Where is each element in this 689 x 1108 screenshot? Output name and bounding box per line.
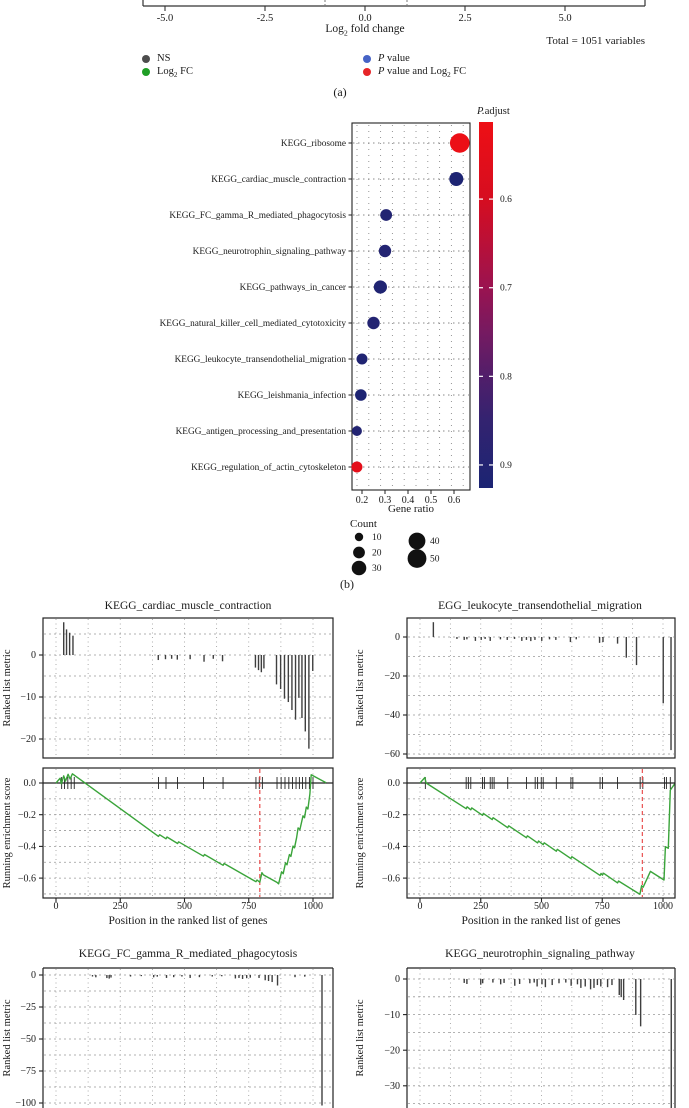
svg-text:Ranked list metric: Ranked list metric [355, 649, 366, 727]
svg-text:KEGG_leishmania_infection: KEGG_leishmania_infection [237, 391, 346, 401]
svg-text:−25: −25 [20, 1002, 36, 1014]
legend-item-ns [142, 53, 170, 64]
count-size-legend [352, 533, 440, 576]
svg-text:−50: −50 [20, 1034, 36, 1046]
svg-text:0: 0 [31, 650, 36, 662]
svg-text:-5.0: -5.0 [156, 13, 174, 24]
svg-text:-2.5: -2.5 [256, 13, 274, 24]
enrichment-score-line [420, 778, 675, 895]
svg-text:−20: −20 [384, 1045, 400, 1057]
svg-text:KEGG_leukocyte_transendothelia: KEGG_leukocyte_transendothelial_migration [174, 355, 346, 365]
ranked-metric-subplot [355, 968, 675, 1108]
svg-text:0.6: 0.6 [500, 195, 512, 206]
legend-swatch-pvalue-log2fc [363, 68, 371, 76]
ranked-metric-subplot [2, 618, 333, 758]
svg-text:0: 0 [395, 974, 400, 986]
svg-text:−0.4: −0.4 [381, 841, 400, 853]
x-label-text-2: fold change [347, 23, 405, 35]
svg-text:1000: 1000 [303, 901, 323, 912]
svg-text:−0.4: −0.4 [17, 841, 36, 853]
svg-text:0.4: 0.4 [401, 495, 415, 506]
svg-text:0: 0 [395, 632, 400, 644]
svg-text:750: 750 [594, 901, 610, 912]
svg-text:0: 0 [53, 901, 59, 912]
padjust-colorbar [479, 122, 512, 488]
svg-text:10: 10 [372, 533, 382, 543]
svg-text:0.0: 0.0 [387, 778, 400, 790]
legend-label-pvalue-log2fc: P value and Log$_2$ FC [378, 65, 467, 79]
panel-a-label: (a) [333, 85, 347, 99]
svg-text:40: 40 [430, 537, 440, 547]
legend-item-log2fc [142, 66, 193, 79]
svg-text:1000: 1000 [653, 901, 673, 912]
gsea-leukocyte-x-label: Position in the ranked list of genes [461, 915, 621, 927]
pathway-dot [357, 354, 368, 365]
svg-text:−0.2: −0.2 [381, 809, 400, 821]
svg-text:0.5: 0.5 [424, 495, 438, 506]
legend-swatch-log2fc [142, 68, 150, 76]
svg-text:0.0: 0.0 [358, 13, 372, 24]
svg-text:−20: −20 [384, 671, 400, 683]
svg-text:−75: −75 [20, 1066, 36, 1078]
gsea-cardiac-chart [0, 600, 345, 940]
legend-item-pvalue-log2fc [363, 66, 466, 79]
svg-text:250: 250 [112, 901, 128, 912]
svg-text:20: 20 [372, 548, 382, 559]
running-score-subplot [355, 768, 675, 912]
legend-label-log2fc: Log$_2$ FC [157, 65, 193, 79]
gsea-cardiac-title: KEGG_cardiac_muscle_contraction [104, 600, 272, 612]
svg-text:KEGG_cardiac_muscle_contractio: KEGG_cardiac_muscle_contraction [211, 175, 346, 185]
svg-text:0.9: 0.9 [500, 460, 512, 471]
svg-text:30: 30 [372, 564, 382, 574]
pathway-dot [367, 317, 379, 329]
pathway-dot [380, 209, 392, 221]
svg-text:0.6: 0.6 [447, 495, 461, 506]
svg-text:0.0: 0.0 [23, 778, 36, 790]
kegg-dotplot-chart [0, 100, 689, 600]
running-score-subplot [2, 768, 333, 912]
pathway-dot [450, 133, 470, 153]
svg-text:500: 500 [177, 901, 192, 912]
ranked-metric-subplot [355, 618, 675, 760]
svg-text:0.7: 0.7 [500, 283, 512, 294]
count-legend-dot [353, 547, 365, 559]
svg-text:Ranked list metric: Ranked list metric [2, 649, 13, 727]
pathway-dot [449, 172, 463, 186]
legend-label-ns: NS [157, 53, 171, 64]
gsea-phagocytosis-chart [0, 940, 345, 1108]
svg-text:KEGG_ribosome: KEGG_ribosome [280, 139, 346, 149]
legend-label-pvalue: P value [378, 53, 410, 64]
svg-text:KEGG_neurotrophin_signaling_pa: KEGG_neurotrophin_signaling_pathway [192, 247, 346, 257]
svg-text:−0.6: −0.6 [17, 873, 36, 885]
svg-text:500: 500 [534, 901, 549, 912]
svg-text:KEGG_regulation_of_actin_cytos: KEGG_regulation_of_actin_cytoskeleton [191, 463, 346, 473]
svg-text:−0.6: −0.6 [381, 873, 400, 885]
svg-text:5.0: 5.0 [558, 13, 572, 24]
gsea-leukocyte-chart [345, 600, 689, 940]
gsea-leukocyte-title: EGG_leukocyte_transendothelial_migration [438, 600, 642, 612]
x-label-text: Log [325, 23, 344, 35]
gsea-cardiac-x-label: Position in the ranked list of genes [108, 915, 268, 927]
gsea-neurotrophin-chart [345, 940, 689, 1108]
pathway-dot [352, 426, 362, 436]
panel-b-label: (b) [340, 577, 354, 591]
svg-text:0: 0 [417, 901, 423, 912]
svg-text:Ranked list metric: Ranked list metric [2, 999, 13, 1077]
dotplot-axes [160, 139, 461, 506]
svg-text:250: 250 [473, 901, 489, 912]
svg-text:0.3: 0.3 [378, 495, 392, 506]
svg-text:0.8: 0.8 [500, 372, 512, 383]
enrichment-score-line [56, 774, 326, 884]
dotplot-points [351, 133, 469, 472]
svg-text:−40: −40 [384, 710, 400, 722]
count-legend-dot [352, 561, 367, 576]
svg-text:50: 50 [430, 554, 440, 565]
count-legend-title: Count [350, 518, 377, 530]
svg-text:KEGG_pathways_in_cancer: KEGG_pathways_in_cancer [239, 283, 346, 293]
svg-text:−0.2: −0.2 [17, 809, 36, 821]
count-legend-dot [408, 549, 427, 568]
svg-text:750: 750 [241, 901, 257, 912]
svg-text:−10: −10 [20, 692, 36, 704]
svg-text:Running enrichment score: Running enrichment score [2, 777, 13, 889]
gene-ratio-axis-label: Gene ratio [387, 503, 435, 515]
svg-text:−20: −20 [20, 734, 36, 746]
legend-item-pvalue [363, 53, 410, 64]
svg-text:KEGG_FC_gamma_R_mediated_phago: KEGG_FC_gamma_R_mediated_phagocytosis [169, 211, 346, 221]
pathway-dot [355, 389, 367, 401]
count-legend-dot [409, 533, 426, 550]
legend-swatch-ns [142, 55, 150, 63]
pathway-dot [351, 462, 362, 473]
gsea-neurotrophin-title: KEGG_neurotrophin_signaling_pathway [445, 948, 635, 960]
svg-text:KEGG_natural_killer_cell_media: KEGG_natural_killer_cell_mediated_cytotoxicity [159, 319, 346, 329]
svg-text:−100: −100 [15, 1098, 36, 1108]
legend-swatch-pvalue [363, 55, 371, 63]
svg-text:0: 0 [31, 970, 36, 982]
pathway-dot [379, 245, 391, 257]
pathway-dot [374, 280, 387, 293]
gsea-phagocytosis-title: KEGG_FC_gamma_R_mediated_phagocytosis [78, 948, 298, 960]
svg-text:0.2: 0.2 [355, 495, 369, 506]
padjust-legend-title: P.adjust [477, 106, 510, 117]
volcano-axis [143, 0, 645, 24]
svg-text:Ranked list metric: Ranked list metric [355, 999, 366, 1077]
ranked-metric-subplot [2, 968, 333, 1108]
count-legend-dot [355, 533, 363, 541]
svg-text:2.5: 2.5 [458, 13, 472, 24]
svg-text:−30: −30 [384, 1081, 400, 1092]
svg-text:Running enrichment score: Running enrichment score [355, 777, 366, 889]
x-label-subscript: 2 [343, 28, 348, 38]
svg-text:KEGG_antigen_processing_and_pr: KEGG_antigen_processing_and_presentation [175, 427, 346, 437]
volcano-total-label: Total = 1051 variables [546, 35, 645, 47]
svg-text:−60: −60 [384, 749, 400, 761]
svg-text:−10: −10 [384, 1009, 400, 1021]
